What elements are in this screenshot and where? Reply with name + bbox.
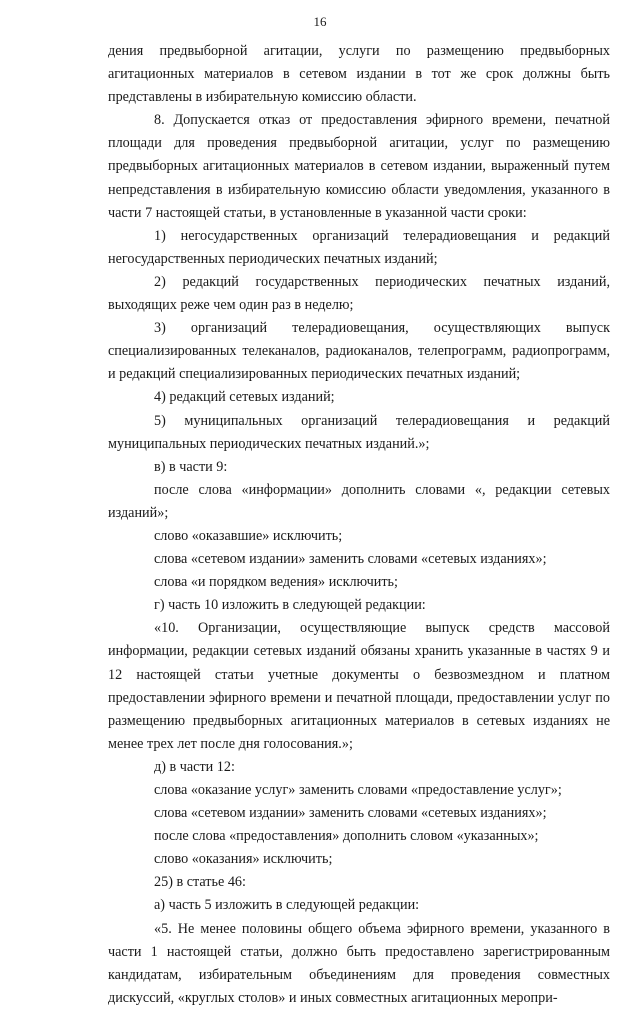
paragraph: слово «оказавшие» исключить;	[154, 527, 343, 544]
paragraph: а) часть 5 изложить в следующей редакции:	[154, 897, 420, 914]
paragraph: д) в части 12:	[154, 758, 235, 775]
paragraph: 8. Допускается отказ от предоставления эфирного времени, печатной площади для проведения предвыборной агитации, услуг по размещению предвыборных агитационных материалов в сетевом издании, выраженный путем непредставления в избирательную комиссию области уведомления, указанного в части 7 настоящей статьи, в установленные в указанной части сроки:	[108, 112, 610, 221]
paragraph: после слова «предоставления» дополнить словом «указанных»;	[154, 828, 539, 845]
paragraph: слова «сетевом издании» заменить словами «сетевых изданиях»;	[154, 805, 547, 822]
paragraph: слова «оказание услуг» заменить словами «предоставление услуг»;	[154, 782, 562, 798]
paragraph: 1) негосударственных организаций телерадиовещания и редакций негосударственных периодических печатных изданий;	[108, 227, 610, 267]
paragraph: «10. Организации, осуществляющие выпуск средств массовой информации, редакции сетевых изданий обязаны хранить указанные в частях 9 и 12 настоящей статьи учетные документы о безвозмездном и платном предоставлении эфирного времени и печатной площади, предоставлении услуг по размещению предвыборных агитационных материалов в сетевых изданиях не менее трех лет после дня голосования.»;	[108, 620, 610, 752]
paragraph: в) в части 9:	[154, 458, 228, 475]
paragraph: 25) в статье 46:	[154, 874, 246, 891]
paragraph: слова «сетевом издании» заменить словами «сетевых изданиях»;	[154, 551, 547, 568]
paragraph: «5. Не менее половины общего объема эфирного времени, указанного в части 1 настоящей статьи, должно быть предоставлено зарегистрированным кандидатам, избирательным объединениям для проведения совместных дискуссий, «круглых столов» и иных совместных агитационных меропри-	[108, 920, 610, 1006]
page-number: 16	[313, 14, 327, 29]
paragraph: г) часть 10 изложить в следующей редакции:	[154, 597, 426, 614]
paragraph: 4) редакций сетевых изданий;	[154, 389, 335, 406]
paragraph: слово «оказания» исключить;	[154, 851, 333, 868]
paragraph: после слова «информации» дополнить словами «, редакции сетевых изданий»;	[108, 481, 610, 521]
paragraph: 2) редакций государственных периодических печатных изданий, выходящих реже чем один раз в неделю;	[108, 273, 610, 314]
paragraph: 3) организаций телерадиовещания, осуществляющих выпуск специализированных телеканалов, радиоканалов, телепрограмм, радиопрограмм, и редакций специализированных периодических печатных изданий;	[108, 320, 610, 383]
paragraph: 5) муниципальных организаций телерадиовещания и редакций муниципальных периодических печатных изданий.»;	[108, 412, 610, 452]
paragraph: слова «и порядком ведения» исключить;	[154, 574, 398, 591]
paragraph: дения предвыборной агитации, услуги по размещению предвыборных агитационных материалов в сетевом издании в тот же срок должны быть представлены в избирательную комиссию области.	[108, 43, 610, 106]
document-body	[108, 40, 610, 1010]
